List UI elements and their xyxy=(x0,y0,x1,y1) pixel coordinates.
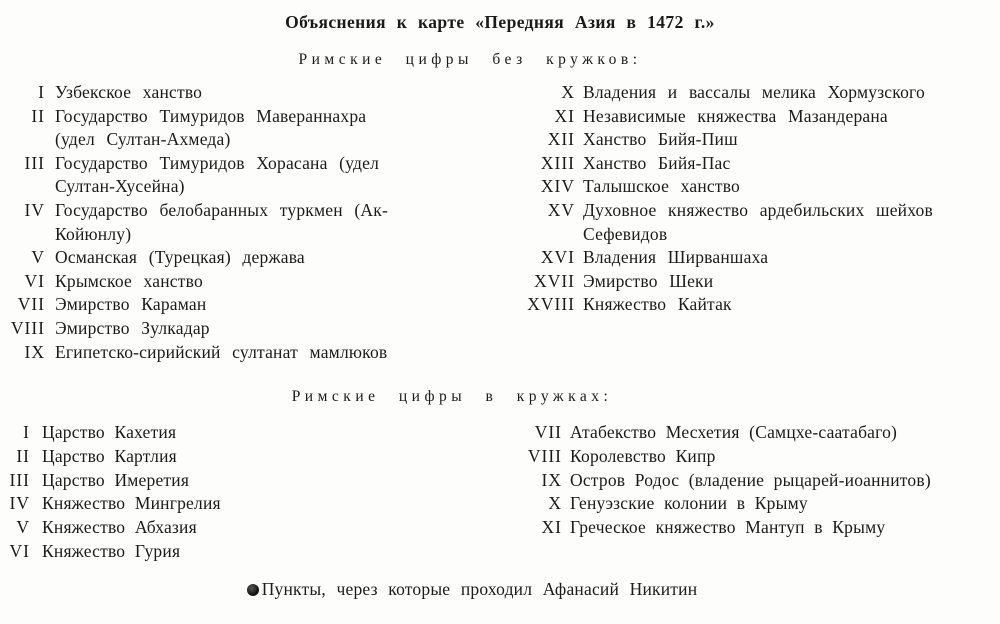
footnote-text: Пункты, через которые проходил Афанасий Никитин xyxy=(261,579,698,599)
legend-item-numeral: XVII xyxy=(534,270,575,291)
legend-item xyxy=(490,516,978,540)
legend-item xyxy=(0,270,417,294)
legend-item-numeral: VI xyxy=(9,540,30,561)
legend-item xyxy=(0,492,472,516)
legend-item xyxy=(0,540,472,564)
legend-item-numeral: XI xyxy=(541,517,562,538)
legend-item-text: Владения Ширваншаха xyxy=(583,247,769,268)
legend-item xyxy=(490,445,978,469)
legend-item-text: Царство Картлия xyxy=(42,445,177,466)
legend-item xyxy=(490,128,969,152)
legend-item xyxy=(0,199,417,246)
legend-item-text: Египетско-сирийский султанат мамлюков xyxy=(55,341,388,362)
legend-item-text: Государство Тимуридов Хорасана (удел Султан-Хусейна) xyxy=(55,152,380,197)
legend-item-numeral: I xyxy=(38,82,45,102)
legend-item-text: Владения и вассалы мелика Хормузского xyxy=(583,82,925,102)
legend-list-right xyxy=(490,421,978,540)
legend-item-numeral: I xyxy=(23,422,30,442)
legend-item xyxy=(0,341,417,365)
legend-item-text: Независимые княжества Мазандерана xyxy=(583,105,888,126)
route-point-dot-icon xyxy=(247,584,259,596)
legend-item-text: Царство Кахетия xyxy=(42,422,177,442)
legend-list-left xyxy=(0,81,417,364)
page-title: Объяснения к карте «Передняя Азия в 1472 г.» xyxy=(285,12,715,32)
legend-item-numeral: IX xyxy=(24,341,45,362)
legend-item xyxy=(0,152,417,199)
legend-item-numeral: III xyxy=(24,152,45,173)
legend-item xyxy=(490,293,969,317)
legend-item xyxy=(490,105,969,129)
legend-list-right xyxy=(490,81,969,317)
section-heading-in-circles: Римские цифры в кружках: xyxy=(291,388,613,405)
legend-item-numeral: IV xyxy=(24,199,45,220)
legend-item-text: Османская (Турецкая) держава xyxy=(55,247,305,268)
legend-item-text: Царство Имеретия xyxy=(42,469,190,490)
legend-item-text: Государство белобаранных туркмен (Ак-Койюнлу) xyxy=(55,199,388,244)
legend-item-text: Эмирство Караман xyxy=(55,294,207,315)
legend-item-numeral: XII xyxy=(547,129,575,150)
section-heading-no-circles: Римские цифры без кружков: xyxy=(298,51,642,68)
legend-item-text: Княжество Кайтак xyxy=(583,294,732,315)
legend-item-text: Княжество Абхазия xyxy=(42,517,197,538)
legend-item-numeral: X xyxy=(561,82,575,102)
legend-item-numeral: V xyxy=(31,247,45,268)
legend-item xyxy=(490,469,978,493)
legend-item xyxy=(0,317,417,341)
legend-item-text: Атабекство Месхетия (Самцхе-саатабаго) xyxy=(570,422,898,442)
legend-item-numeral: II xyxy=(16,445,30,466)
legend-item-text: Духовное княжество ардебильских шейхов Сефевидов xyxy=(583,199,933,244)
legend-item-text: Эмирство Шеки xyxy=(583,270,714,291)
legend-item-text: Остров Родос (владение рыцарей-иоаннитов) xyxy=(570,469,931,490)
legend-item-text: Узбекское ханство xyxy=(55,82,203,102)
legend-item-text: Государство Тимуридов Мавераннахра (удел Султан-Ахмеда) xyxy=(55,105,367,150)
legend-item-numeral: X xyxy=(548,493,562,514)
legend-item xyxy=(490,81,969,105)
legend-item-numeral: XI xyxy=(554,105,575,126)
legend-item-text: Греческое княжество Мантуп в Крыму xyxy=(570,517,886,538)
legend-item xyxy=(490,246,969,270)
legend-item-text: Ханство Бийя-Пиш xyxy=(583,129,738,150)
legend-item xyxy=(0,293,417,317)
legend-item-numeral: XIII xyxy=(540,152,575,173)
legend-item-numeral: IX xyxy=(541,469,562,490)
legend-item xyxy=(0,469,472,493)
footnote xyxy=(0,579,972,600)
legend-item xyxy=(0,81,417,105)
legend-item-text: Ханство Бийя-Пас xyxy=(583,152,731,173)
legend-item-text: Княжество Гурия xyxy=(42,540,181,561)
legend-item-numeral: V xyxy=(16,517,30,538)
legend-item-numeral: VIII xyxy=(10,317,45,338)
legend-item-text: Крымское ханство xyxy=(55,270,203,291)
legend-item xyxy=(490,492,978,516)
legend-item-numeral: VII xyxy=(534,422,562,442)
legend-item xyxy=(490,270,969,294)
legend-item-text: Княжество Мингрелия xyxy=(42,493,221,514)
legend-item xyxy=(490,199,969,246)
legend-item-text: Эмирство Зулкадар xyxy=(55,317,210,338)
legend-item xyxy=(490,421,978,445)
legend-item-numeral: VI xyxy=(24,270,45,291)
legend-item xyxy=(490,175,969,199)
legend-item xyxy=(490,152,969,176)
legend-item-numeral: III xyxy=(9,469,30,490)
legend-item xyxy=(0,516,472,540)
legend-item-numeral: XIV xyxy=(540,176,575,197)
legend-item-numeral: XV xyxy=(547,199,575,220)
legend-item xyxy=(0,421,472,445)
legend-item-numeral: II xyxy=(31,105,45,126)
legend-item-text: Талышское ханство xyxy=(583,176,740,197)
legend-item xyxy=(0,246,417,270)
legend-item-text: Генуэзские колонии в Крыму xyxy=(570,493,808,514)
legend-item-numeral: VII xyxy=(17,294,45,315)
legend-item-numeral: IV xyxy=(9,493,30,514)
legend-item-numeral: VIII xyxy=(527,445,562,466)
legend-item xyxy=(0,105,417,152)
legend-list-left xyxy=(0,421,472,564)
legend-item-numeral: XVI xyxy=(540,247,575,268)
legend-item-numeral: XVIII xyxy=(527,294,575,315)
legend-item-text: Королевство Кипр xyxy=(570,445,716,466)
legend-item xyxy=(0,445,472,469)
